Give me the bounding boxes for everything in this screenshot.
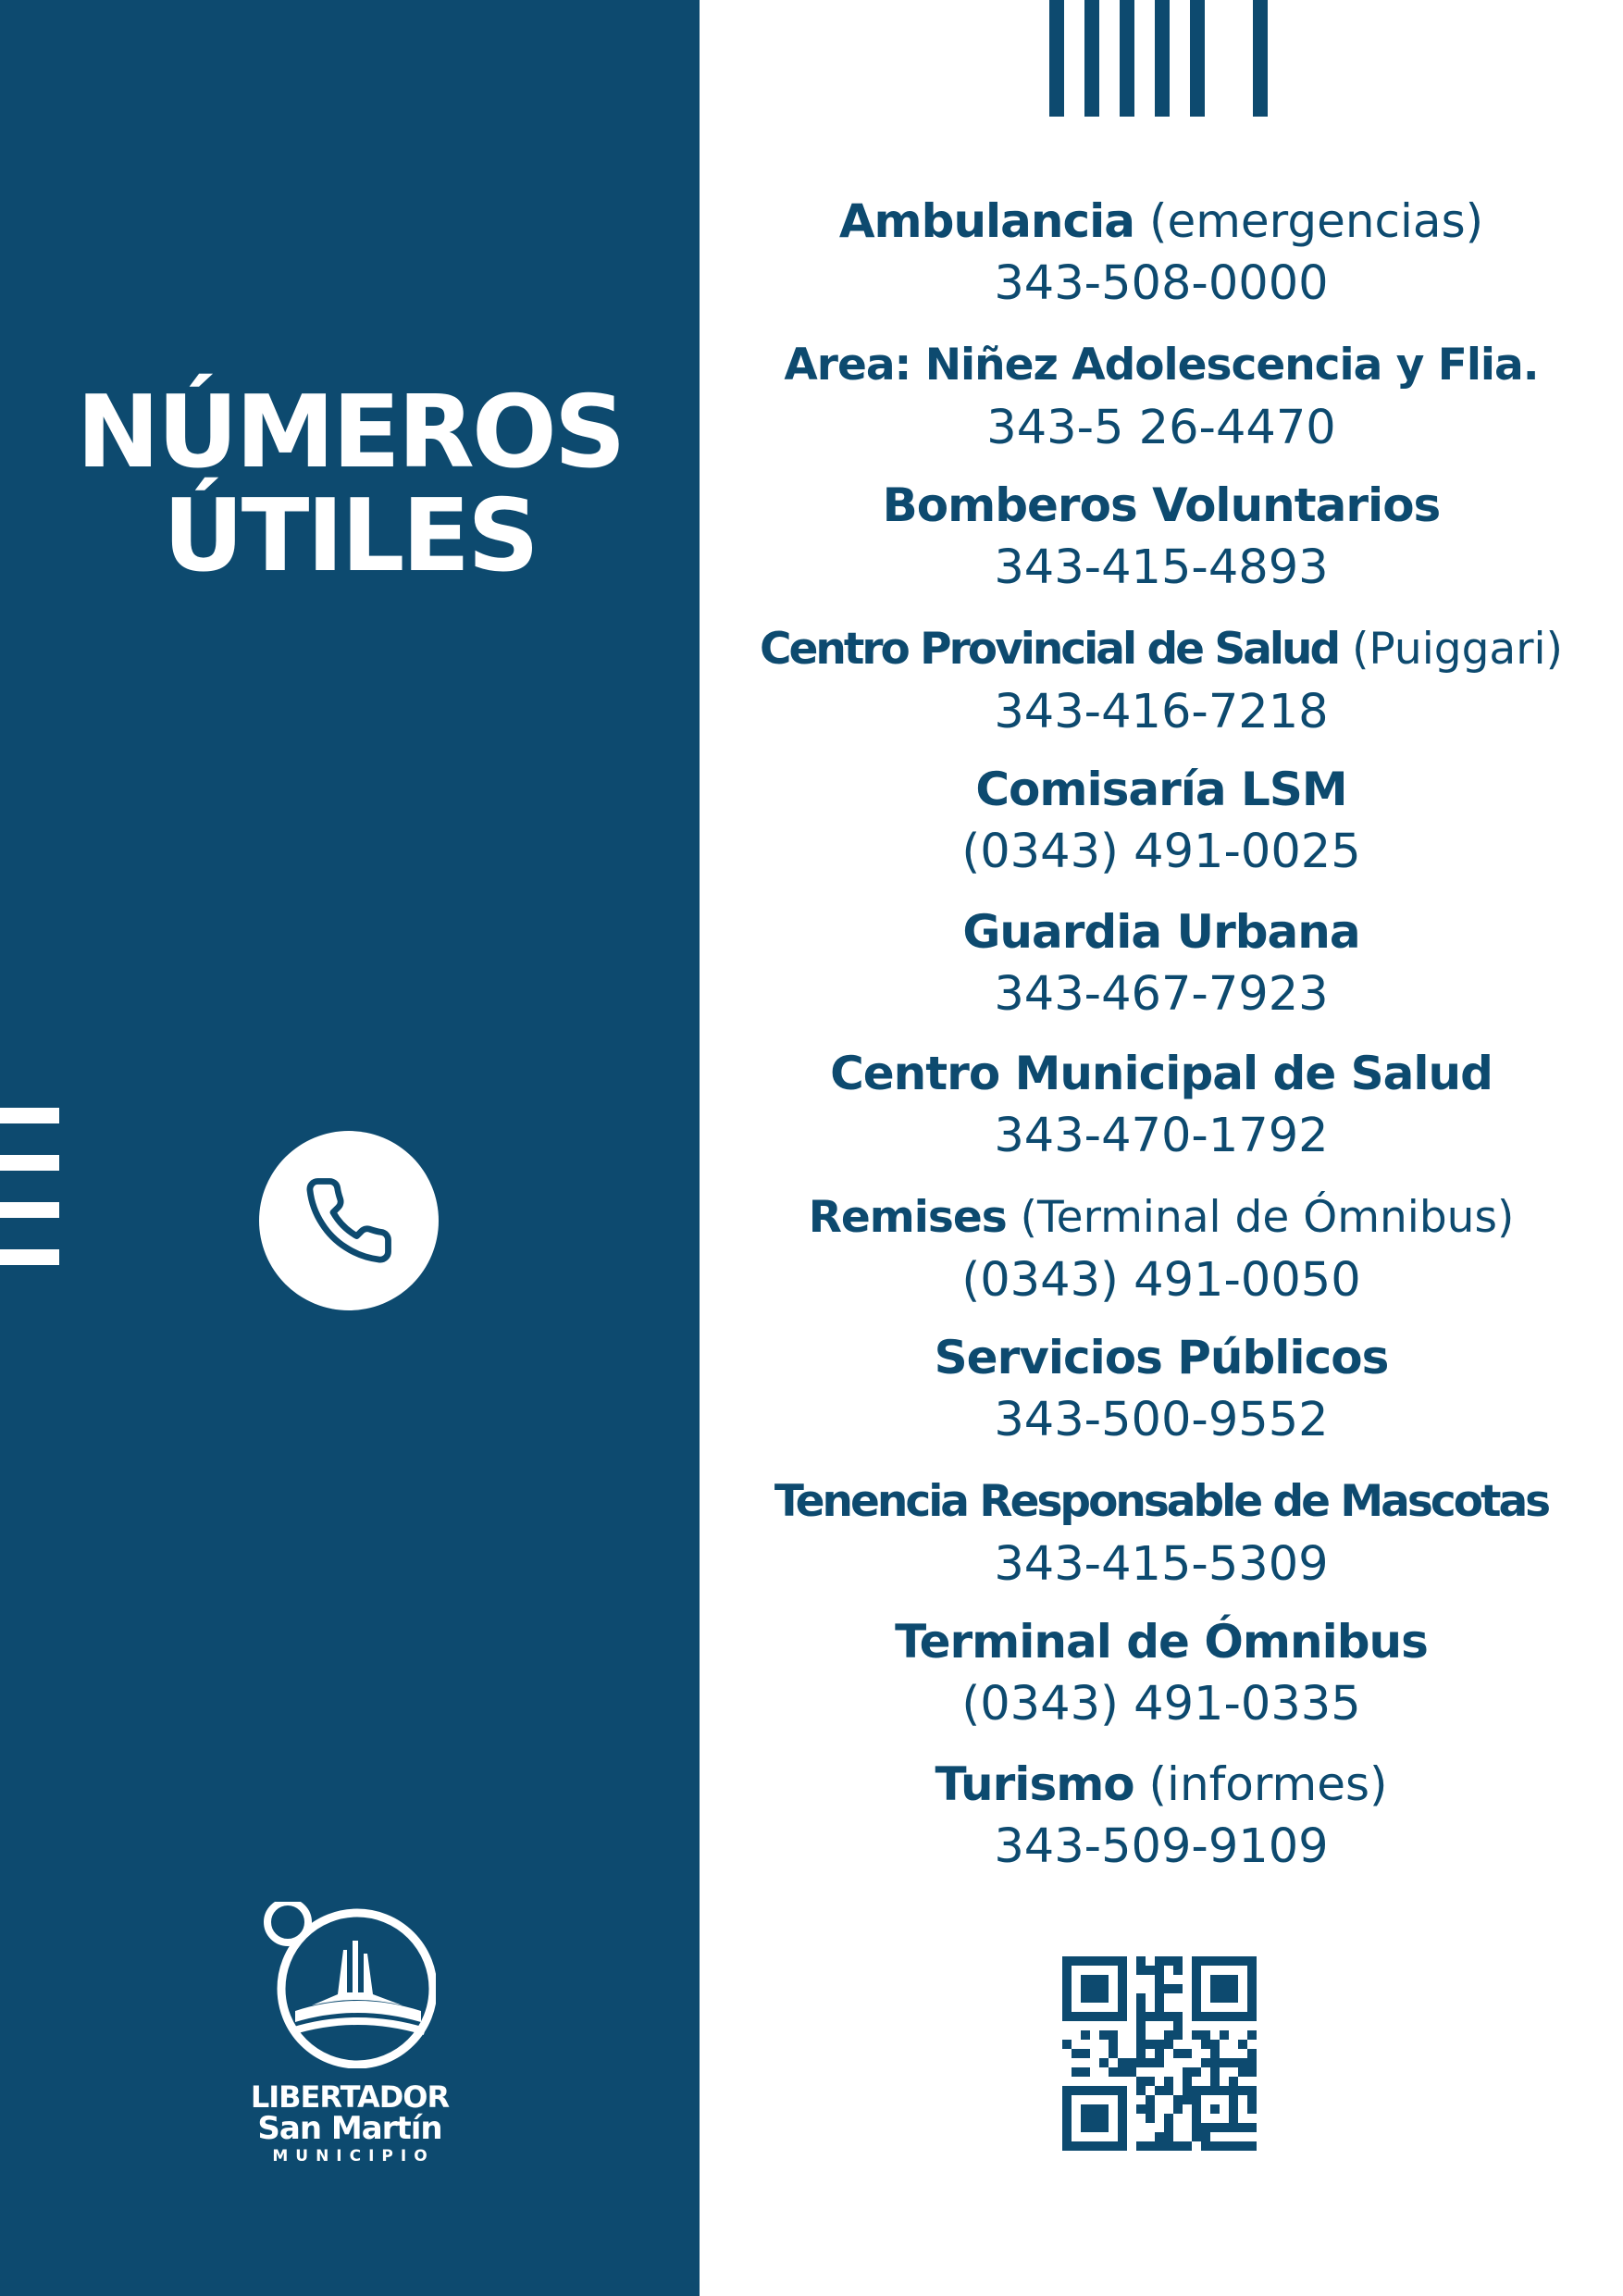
contact-item-comisaria xyxy=(740,757,1582,900)
contact-name: Servicios Públicos xyxy=(934,1331,1389,1384)
contact-phone: 343-467-7923 xyxy=(994,966,1329,1022)
contact-phone: (0343) 491-0025 xyxy=(961,825,1361,879)
contact-item-remises xyxy=(740,1184,1582,1326)
contact-phone: 343-5 26-4470 xyxy=(986,400,1336,455)
contact-note: (Puiggari) xyxy=(1338,623,1563,675)
page-title-line2: ÚTILES xyxy=(163,478,537,594)
contact-phone: 343-415-4893 xyxy=(994,540,1329,595)
contact-list xyxy=(740,189,1582,1893)
contact-item-guardia-urbana xyxy=(740,900,1582,1042)
contact-name: Guardia Urbana xyxy=(962,904,1360,959)
contact-phone: 343-508-0000 xyxy=(994,256,1329,311)
contact-name: Centro Municipal de Salud xyxy=(830,1047,1493,1100)
contact-phone: 343-509-9109 xyxy=(994,1818,1329,1874)
contact-note: (emergencias) xyxy=(1134,194,1484,248)
contact-item-ambulancia xyxy=(740,189,1582,331)
contact-name: Tenencia Responsable de Mascotas xyxy=(774,1475,1549,1527)
page-title-line1: NÚMEROS xyxy=(76,375,624,490)
contact-item-servicios-publicos xyxy=(740,1325,1582,1468)
contact-item-tenencia xyxy=(740,1468,1582,1610)
contact-note: (Terminal de Ómnibus) xyxy=(1006,1191,1515,1243)
contact-name: Turismo xyxy=(935,1756,1134,1811)
contact-item-turismo xyxy=(740,1752,1582,1894)
contact-phone: 343-500-9552 xyxy=(994,1393,1329,1447)
contact-item-centro-provincial xyxy=(740,615,1582,758)
contact-name: Comisaría LSM xyxy=(975,763,1347,816)
logo-text-libertador: LIBERTADOR xyxy=(250,2079,450,2115)
contact-name: Centro Provincial de Salud xyxy=(760,623,1339,675)
logo-text-municipio: MUNICIPIO xyxy=(272,2147,435,2166)
contact-name: Remises xyxy=(808,1191,1007,1243)
contact-name: Terminal de Ómnibus xyxy=(895,1615,1428,1669)
left-panel xyxy=(0,0,700,2296)
logo-text-san-martin: San Martín xyxy=(257,2110,442,2147)
contact-phone: 343-416-7218 xyxy=(994,684,1329,739)
decorative-stripes-left xyxy=(0,1108,59,1297)
contact-name: Area: Niñez Adolescencia y Flia. xyxy=(784,339,1539,391)
municipality-logo xyxy=(250,1902,450,2168)
contact-name: Ambulancia xyxy=(838,194,1135,248)
contact-item-bomberos xyxy=(740,473,1582,615)
contact-name: Bomberos Voluntarios xyxy=(882,478,1441,532)
contact-phone: 343-415-5309 xyxy=(994,1536,1329,1592)
contact-phone: 343-470-1792 xyxy=(994,1109,1329,1163)
contact-item-terminal xyxy=(740,1609,1582,1752)
qr-code[interactable] xyxy=(1062,1956,1257,2151)
contact-item-area-ninez xyxy=(740,331,1582,474)
contact-phone: (0343) 491-0050 xyxy=(961,1252,1361,1308)
phone-icon xyxy=(259,1131,439,1310)
contact-phone: (0343) 491-0335 xyxy=(961,1677,1361,1731)
contact-item-centro-municipal xyxy=(740,1041,1582,1184)
contact-note: (informes) xyxy=(1134,1756,1388,1811)
